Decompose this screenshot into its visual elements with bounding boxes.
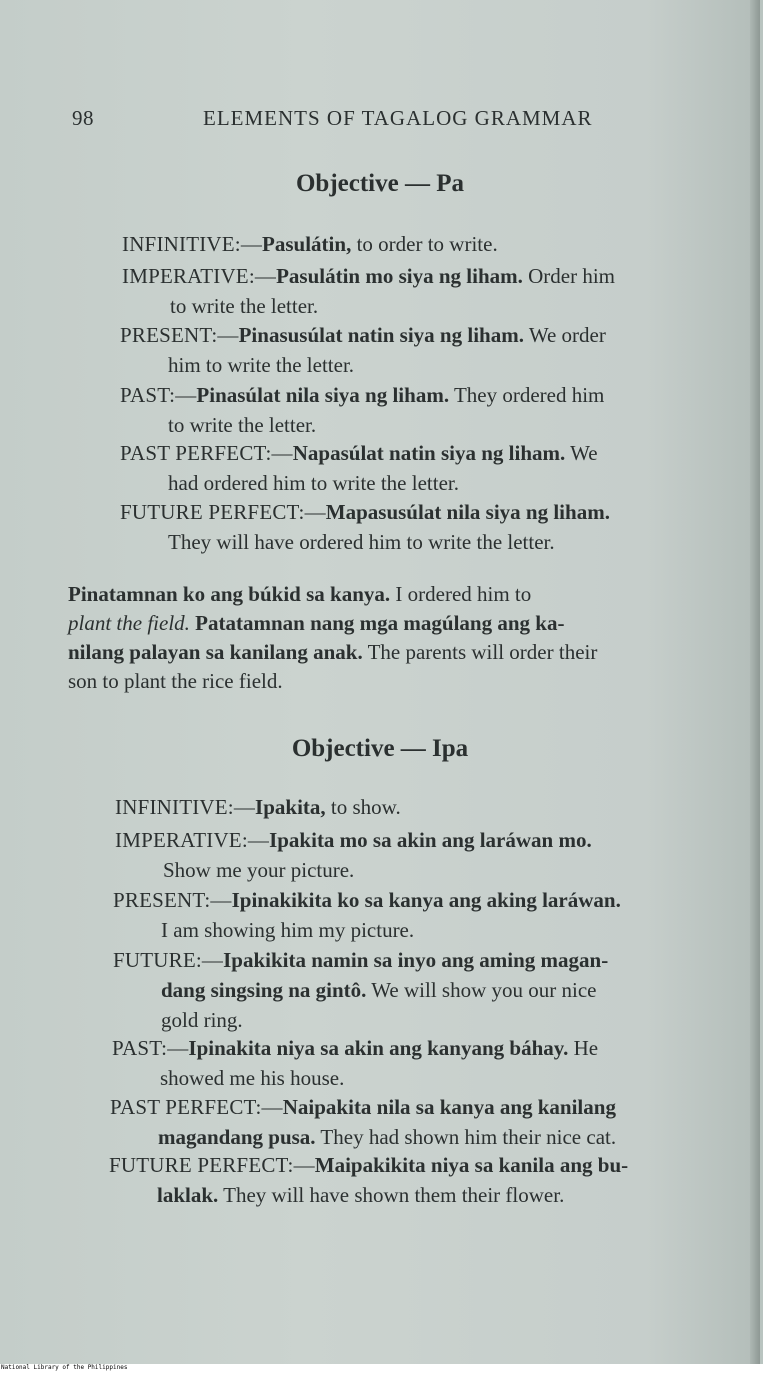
paragraph-english: The parents will order their: [362, 640, 598, 664]
entry-label: IMPERATIVE:—: [115, 828, 270, 852]
entry-label: IMPERATIVE:—: [122, 264, 277, 288]
entry-past-pa: [120, 380, 604, 440]
tagalog-text: Napasúlat natin siya ng liham.: [292, 441, 566, 465]
entry-label: PRESENT:—: [120, 323, 239, 347]
entry-future-ipa: [113, 945, 608, 1035]
entry-past-perfect-ipa: [110, 1092, 616, 1152]
english-gloss: Order him: [522, 264, 616, 288]
paragraph-tagalog: nilang palayan sa kanilang anak.: [68, 640, 363, 664]
entry-label: PRESENT:—: [113, 888, 232, 912]
english-gloss: We: [565, 441, 598, 465]
tagalog-text: Maipakikita niya sa kanila ang bu-: [314, 1153, 629, 1177]
tagalog-continuation: dang singsing na gintô.: [161, 978, 367, 1002]
running-head: [0, 106, 760, 136]
entry-label: PAST:—: [112, 1036, 189, 1060]
tagalog-text: Ipinakikita ko sa kanya ang aking laráwan.: [231, 888, 621, 912]
english-gloss: We order: [523, 323, 606, 347]
example-paragraph-pa: [68, 580, 597, 696]
library-credit: National Library of the Philippines: [1, 1364, 128, 1371]
entry-label: INFINITIVE:—: [122, 232, 263, 256]
entry-past-perfect-pa: [120, 438, 598, 498]
entry-present-ipa: [113, 885, 621, 945]
entry-label: PAST PERFECT:—: [110, 1095, 283, 1119]
entry-infinitive-ipa: [115, 792, 401, 822]
entry-infinitive-pa: [122, 229, 498, 259]
book-title: ELEMENTS OF TAGALOG GRAMMAR: [203, 106, 593, 130]
entry-continuation: to write the letter.: [170, 294, 319, 318]
paragraph-english: I ordered him to: [390, 582, 532, 606]
entry-label: PAST PERFECT:—: [120, 441, 293, 465]
english-gloss: to show.: [325, 795, 401, 819]
tagalog-text: Ipinakita niya sa akin ang kanyang báhay.: [188, 1036, 569, 1060]
entry-continuation: They will have ordered him to write the letter.: [168, 530, 555, 554]
english-gloss: to order to write.: [351, 232, 498, 256]
entry-continuation: to write the letter.: [168, 413, 317, 437]
entry-label: FUTURE PERFECT:—: [109, 1153, 315, 1177]
english-gloss: We will show you our nice: [366, 978, 597, 1002]
tagalog-text: Ipakikita namin sa inyo ang aming magan-: [223, 948, 609, 972]
page-number: 98: [72, 106, 94, 130]
tagalog-text: Ipakita,: [255, 795, 326, 819]
tagalog-text: Pinasusúlat natin siya ng liham.: [238, 323, 524, 347]
entry-past-ipa: [112, 1033, 598, 1093]
paragraph-english-italic: plant the field.: [68, 611, 190, 635]
paragraph-tagalog: Patatamnan nang mga magúlang ang ka-: [189, 611, 565, 635]
entry-continuation: I am showing him my picture.: [161, 918, 415, 942]
page-edge-shadow: [750, 0, 760, 1364]
paragraph-tagalog: Pinatamnan ko ang búkid sa kanya.: [68, 582, 391, 606]
tagalog-text: Pasulátin mo siya ng liham.: [276, 264, 523, 288]
entry-continuation: him to write the letter.: [168, 353, 355, 377]
entry-continuation: Show me your picture.: [163, 858, 355, 882]
tagalog-text: Ipakita mo sa akin ang laráwan mo.: [269, 828, 592, 852]
paragraph-english: son to plant the rice field.: [68, 669, 283, 693]
entry-label: INFINITIVE:—: [115, 795, 256, 819]
tagalog-continuation: laklak.: [157, 1183, 219, 1207]
tagalog-text: Mapasusúlat nila siya ng liham.: [325, 500, 610, 524]
section-title-ipa: Objective — Ipa: [291, 735, 469, 762]
english-gloss: They ordered him: [449, 383, 605, 407]
entry-label: FUTURE:—: [113, 948, 224, 972]
section-title-pa: Objective — Pa: [295, 170, 464, 197]
entry-future-perfect-ipa: [109, 1150, 628, 1210]
entry-label: FUTURE PERFECT:—: [120, 500, 326, 524]
entry-imperative-ipa: [115, 825, 592, 885]
tagalog-continuation: magandang pusa.: [158, 1125, 316, 1149]
entry-future-perfect-pa: [120, 497, 610, 557]
entry-imperative-pa: [122, 261, 615, 321]
entry-continuation: gold ring.: [161, 1008, 243, 1032]
tagalog-text: Naipakita nila sa kanya ang kanilang: [282, 1095, 616, 1119]
english-gloss: They had shown him their nice cat.: [315, 1125, 617, 1149]
tagalog-text: Pasulátin,: [262, 232, 352, 256]
tagalog-text: Pinasúlat nila siya ng liham.: [196, 383, 450, 407]
english-gloss: They will have shown them their flower.: [218, 1183, 565, 1207]
english-gloss: He: [568, 1036, 599, 1060]
entry-continuation: showed me his house.: [160, 1066, 345, 1090]
entry-continuation: had ordered him to write the letter.: [168, 471, 459, 495]
entry-label: PAST:—: [120, 383, 197, 407]
entry-present-pa: [120, 320, 606, 380]
